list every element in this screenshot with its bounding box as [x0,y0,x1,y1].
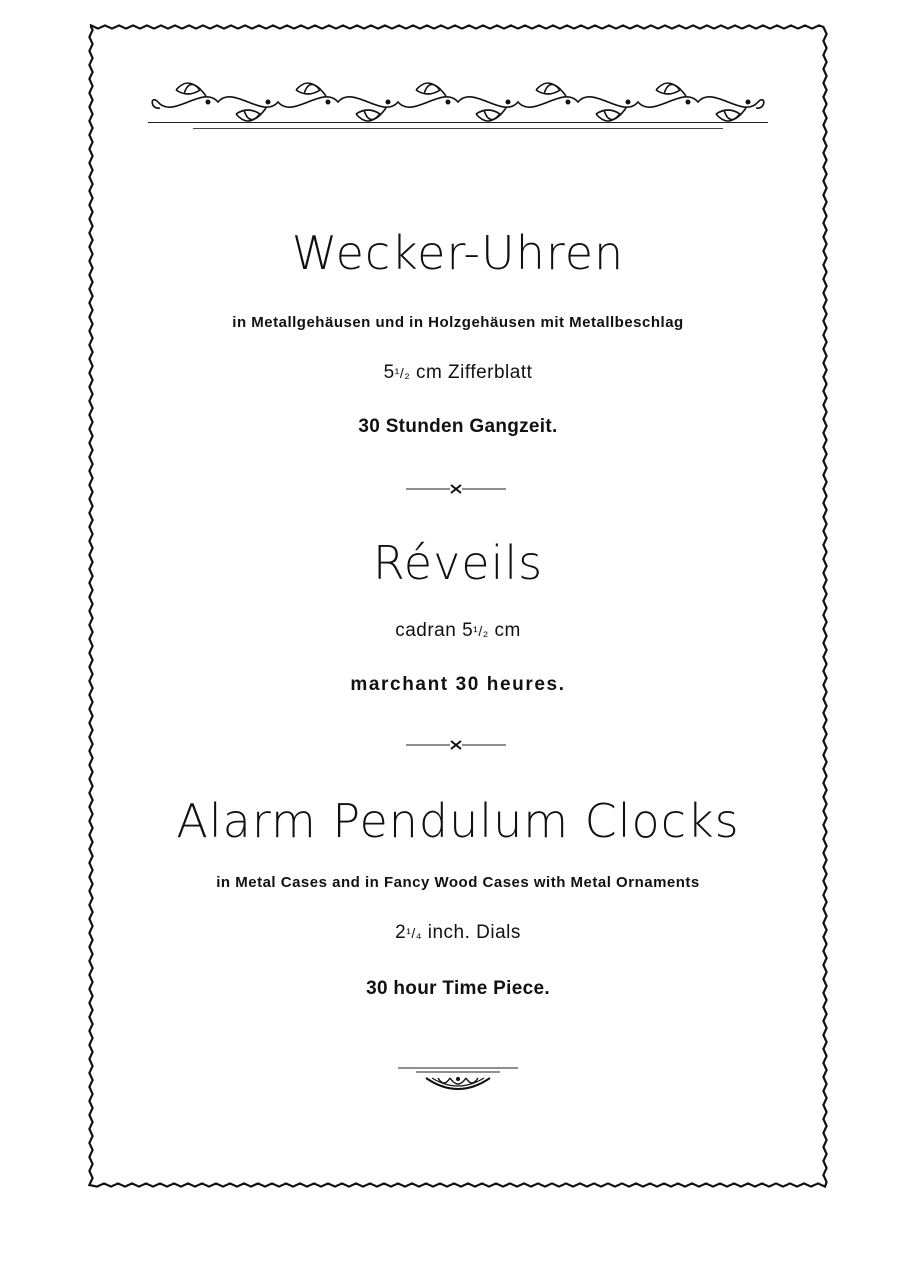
subtitle-en: in Metal Cases and in Fancy Wood Cases with Metal Ornaments [216,874,700,891]
dial-spec-en [88,922,828,944]
cross-divider-icon [406,740,506,750]
fan-vignette-icon [388,1060,528,1100]
dial-suffix-fr: cm [488,620,521,641]
page-frame [88,24,828,1188]
runtime-de: 30 Stunden Gangzeit. [358,416,558,437]
dial-suffix-de: cm Zifferblatt [410,362,533,383]
dial-prefix-en: 2 [395,922,407,943]
dial-fraction-en: ¹/₄ [406,925,422,941]
top-rule-thin [193,128,723,129]
subtitle-de: in Metallgehäusen und in Holzgehäusen mit Metallbeschlag [232,314,684,331]
title-fr: Réveils [372,536,544,590]
dial-suffix-en: inch. Dials [421,922,521,943]
dial-fraction-de: ¹/₂ [394,365,411,381]
title-de: Wecker-Uhren [291,226,625,280]
dial-prefix-fr: cadran 5 [395,620,474,641]
runtime-en: 30 hour Time Piece. [366,978,550,999]
title-en: Alarm Pendulum Clocks [176,794,740,848]
top-rule [148,122,768,123]
dial-spec-de [88,362,828,384]
cross-divider-icon [406,484,506,494]
dial-fraction-fr: ¹/₂ [473,623,489,639]
dial-spec-fr [88,620,828,642]
dial-prefix-de: 5 [383,362,395,383]
runtime-fr: marchant 30 heures. [350,674,566,695]
wavy-border [88,24,828,1188]
